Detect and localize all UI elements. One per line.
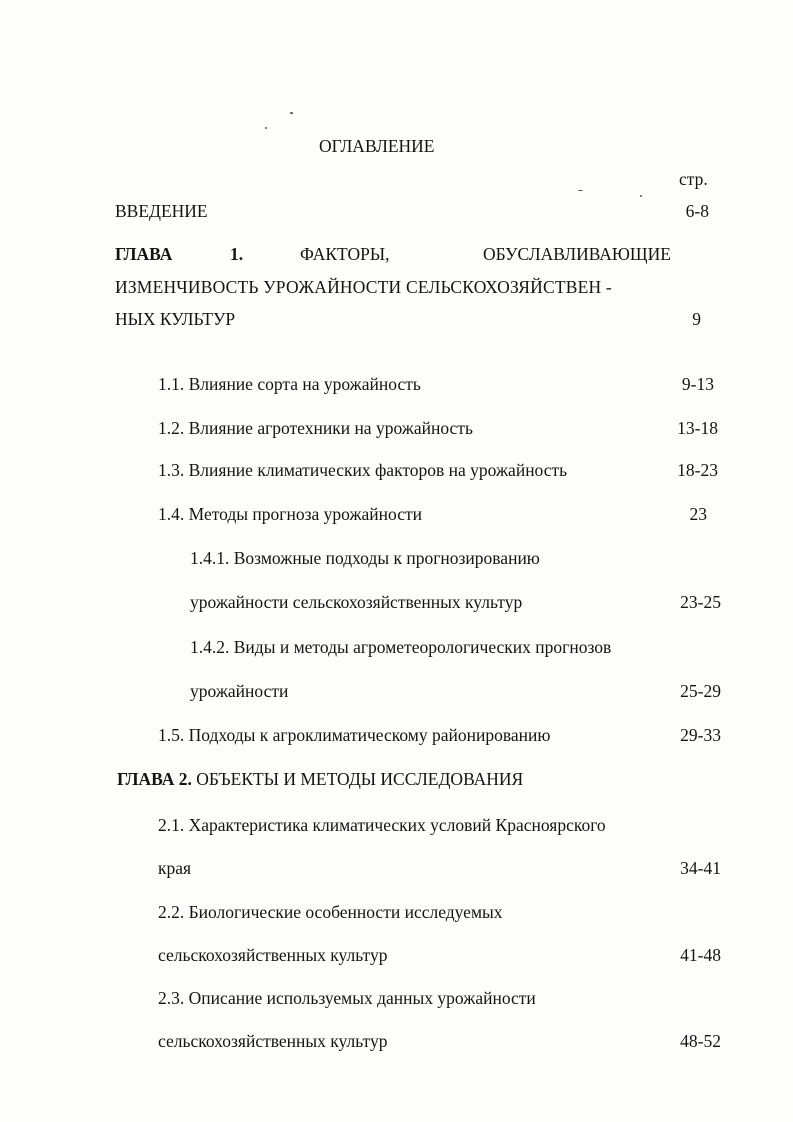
chapter1-prefix-word: ГЛАВА xyxy=(115,244,173,264)
chapter1-prefix-number: 1. xyxy=(230,244,244,264)
toc-1-4-1-line1: 1.4.1. Возможные подходы к прогнозированию xyxy=(190,548,540,568)
toc-2-2-pages: 41-48 xyxy=(680,945,721,965)
toc-intro-pages: 6-8 xyxy=(685,201,709,221)
toc-1-4-1-line2: урожайности сельскохозяйственных культур xyxy=(190,592,523,612)
page-title: ОГЛАВЛЕНИЕ xyxy=(319,136,435,156)
scan-speck xyxy=(265,127,267,129)
chapter1-title-word2: ОБУСЛАВЛИВАЮЩИЕ xyxy=(483,244,671,264)
chapter2-heading xyxy=(117,768,523,790)
scan-speck xyxy=(290,112,293,114)
toc-1-3-label: 1.3. Влияние климатических факторов на урожайность xyxy=(158,460,568,480)
toc-1-1-label: 1.1. Влияние сорта на урожайность xyxy=(158,374,421,394)
toc-1-3-pages: 18-23 xyxy=(677,460,718,480)
toc-1-2-pages: 13-18 xyxy=(677,418,718,438)
toc-1-4-2-pages: 25-29 xyxy=(680,681,721,701)
chapter1-pages: 9 xyxy=(692,309,701,329)
toc-1-4-pages: 23 xyxy=(689,504,707,524)
toc-2-2-line1: 2.2. Биологические особенности исследуемых xyxy=(158,902,503,922)
scan-speck xyxy=(640,195,642,197)
chapter1-title-word1: ФАКТОРЫ, xyxy=(300,244,390,264)
toc-1-1-pages: 9-13 xyxy=(681,374,714,394)
toc-1-4-label: 1.4. Методы прогноза урожайности xyxy=(158,504,423,524)
toc-1-4-2-line2: урожайности xyxy=(190,681,289,701)
toc-2-3-line2: сельскохозяйственных культур xyxy=(158,1031,388,1051)
toc-intro-label: ВВЕДЕНИЕ xyxy=(115,201,208,221)
toc-1-5-label: 1.5. Подходы к агроклиматическому районированию xyxy=(158,725,551,745)
toc-1-4-1-pages: 23-25 xyxy=(680,592,721,612)
scan-speck xyxy=(578,190,583,191)
toc-2-2-line2: сельскохозяйственных культур xyxy=(158,945,388,965)
chapter1-title-line3: НЫХ КУЛЬТУР xyxy=(115,309,236,329)
toc-1-2-label: 1.2. Влияние агротехники на урожайность xyxy=(158,418,473,438)
toc-2-3-line1: 2.3. Описание используемых данных урожайности xyxy=(158,988,536,1008)
toc-1-4-2-line1: 1.4.2. Виды и методы агрометеорологических прогнозов xyxy=(190,637,612,657)
page-column-label: стр. xyxy=(679,169,708,189)
toc-1-5-pages: 29-33 xyxy=(680,725,721,745)
toc-2-1-line1: 2.1. Характеристика климатических условий Красноярского xyxy=(158,815,606,835)
chapter2-prefix: ГЛАВА 2. xyxy=(117,769,192,789)
chapter1-title-line2: ИЗМЕНЧИВОСТЬ УРОЖАЙНОСТИ СЕЛЬСКОХОЗЯЙСТВЕН - xyxy=(115,277,612,297)
toc-2-3-pages: 48-52 xyxy=(680,1031,721,1051)
chapter2-title: ОБЪЕКТЫ И МЕТОДЫ ИССЛЕДОВАНИЯ xyxy=(196,769,524,789)
toc-2-1-pages: 34-41 xyxy=(680,858,721,878)
toc-2-1-line2: края xyxy=(158,858,192,878)
